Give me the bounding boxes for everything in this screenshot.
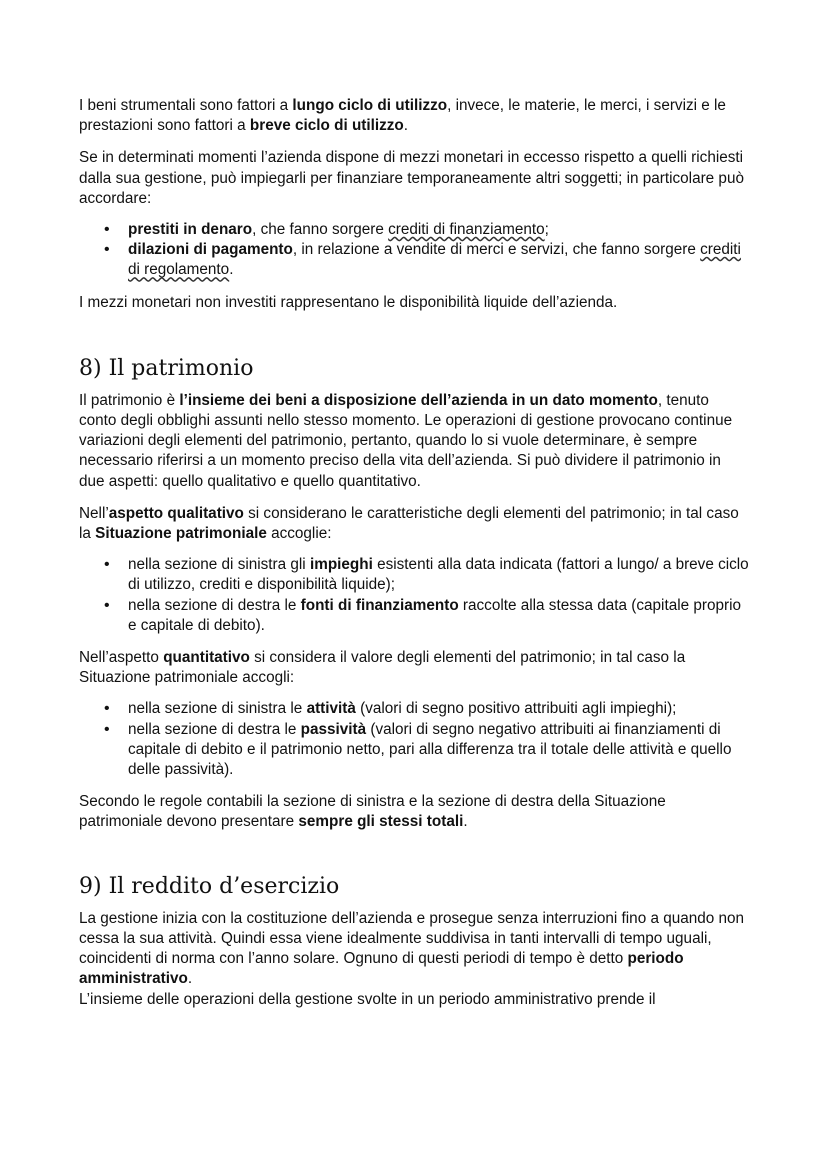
section-8-paragraph-1: Il patrimonio è l’insieme dei beni a disposizione dell’azienda in un dato momento, tenuto conto degli obblighi assunti nello stesso momento. Le operazioni di gestione provocano continue variazioni degli elementi del patrimonio, pertanto, quando lo si vuole determinare, è sempre necessario riferirsi a un momento preciso della vita dell’azienda. Si può dividere il patrimonio in due aspetti: quello qualitativo e quello quantitativo.	[79, 391, 733, 490]
intro-paragraph-3: I mezzi monetari non investiti rappresentano le disponibilità liquide dell’azienda.	[79, 293, 618, 311]
section-9-heading: 9) Il reddito d’esercizio	[79, 873, 340, 899]
section-8-paragraph-4: Secondo le regole contabili la sezione di sinistra e la sezione di destra della Situazione patrimoniale devono presentare sempre gli stessi totali.	[79, 793, 666, 831]
section-8-paragraph-2: Nell’aspetto qualitativo si considerano le caratteristiche degli elementi del patrimonio; in tal caso la Situazione patrimoniale accoglie:	[79, 504, 739, 543]
list-item: • nella sezione di sinistra le attività (valori di segno positivo attribuiti agli impieghi);	[79, 699, 749, 719]
section-8-paragraph-3: Nell’aspetto quantitativo si considera il valore degli elementi del patrimonio; in tal caso la Situazione patrimoniale accogli:	[79, 649, 686, 687]
list-item: • nella sezione di sinistra gli impieghi esistenti alla data indicata (fattori a lungo/ a breve ciclo di utilizzo, crediti e disponibilità liquide);	[79, 555, 749, 595]
section-9-paragraph-2: L’insieme delle operazioni della gestione svolte in un periodo amministrativo prende il	[79, 990, 656, 1008]
credit-list	[79, 220, 749, 281]
qualitative-list	[79, 555, 749, 636]
list-item: • nella sezione di destra le fonti di finanziamento raccolte alla stessa data (capitale proprio e capitale di debito).	[79, 596, 749, 636]
list-item: • dilazioni di pagamento, in relazione a vendite di merci e servizi, che fanno sorgere crediti di regolamento.	[79, 240, 749, 280]
section-9-paragraph-1: La gestione inizia con la costituzione dell’azienda e prosegue senza interruzioni fino a quando non cessa la sua attività. Quindi essa viene idealmente suddivisa in tanti intervalli di tempo uguali, coincidenti di norma con l’anno solare. Ognuno di questi periodi di tempo è detto periodo amministrativo.	[79, 909, 745, 988]
underlined-term: crediti di regolamento	[128, 241, 741, 279]
underlined-term: crediti di finanziamento	[388, 221, 545, 239]
list-item: • prestiti in denaro, che fanno sorgere crediti di finanziamento;	[79, 220, 749, 240]
intro-paragraph-2: Se in determinati momenti l’azienda dispone di mezzi monetari in eccesso rispetto a quelli richiesti dalla sua gestione, può impiegarli per finanziare temporaneamente altri soggetti; in particolare può accordare:	[79, 149, 744, 207]
quantitative-list	[79, 699, 749, 780]
intro-paragraph-1: I beni strumentali sono fattori a lungo ciclo di utilizzo, invece, le materie, le merci, i servizi e le prestazioni sono fattori a breve ciclo di utilizzo.	[79, 97, 726, 135]
section-8-heading: 8) Il patrimonio	[79, 355, 254, 381]
list-item: • nella sezione di destra le passività (valori di segno negativo attribuiti ai finanziamenti di capitale di debito e il patrimonio netto, pari alla differenza tra il totale delle attività e quello delle passività).	[79, 720, 749, 781]
document-page	[79, 96, 749, 1010]
